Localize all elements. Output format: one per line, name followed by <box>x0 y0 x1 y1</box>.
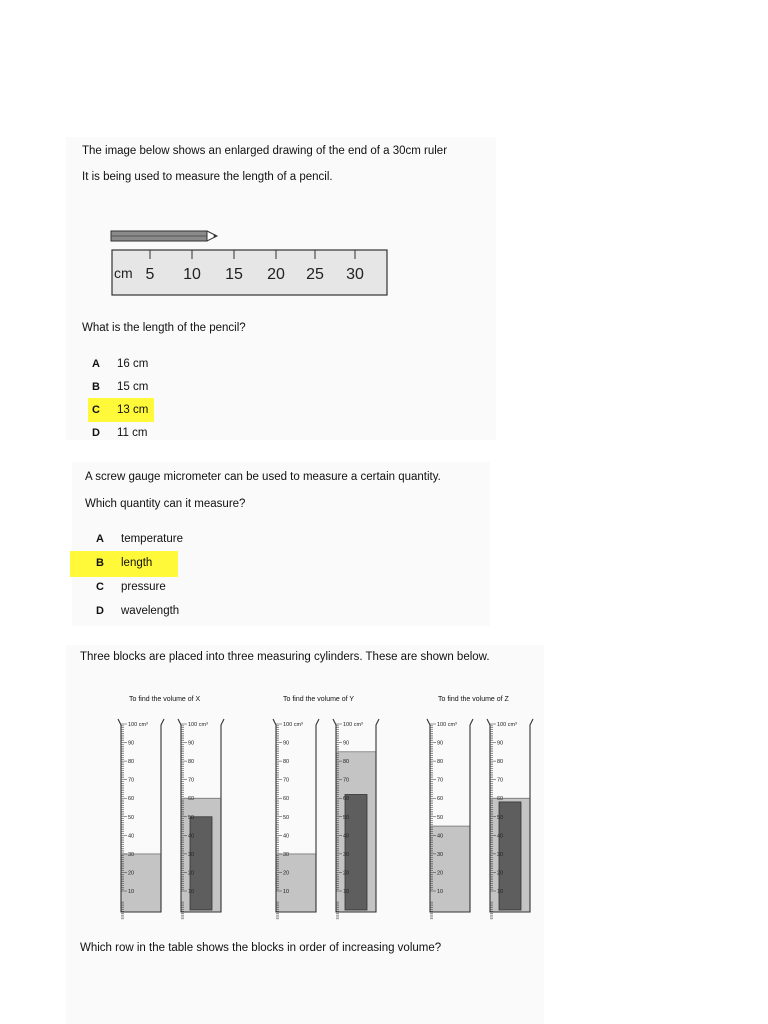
scale-label: 50 <box>283 814 290 821</box>
scale-label: 50 <box>128 814 135 821</box>
scale-label: 10 <box>283 889 290 895</box>
measuring-cylinder <box>273 719 319 920</box>
ruler-number: 5 <box>145 266 155 283</box>
q2-option-d[interactable]: wavelength <box>121 605 180 617</box>
group-title-y: To find the volume of Y <box>283 696 355 703</box>
scale-label: 40 <box>188 833 195 840</box>
q3-intro: Three blocks are placed into three measuring cylinders. These are shown below. <box>80 651 490 663</box>
scale-label: 80 <box>497 759 504 766</box>
scale-label: 20 <box>128 870 135 877</box>
q1-option-b[interactable]: 15 cm <box>117 381 149 393</box>
scale-label: 20 <box>343 870 350 877</box>
scale-label: 60 <box>437 796 444 803</box>
q1-intro-line2: It is being used to measure the length of a pencil. <box>82 171 333 183</box>
scale-label: 70 <box>188 777 195 784</box>
q2-option-c-letter: C <box>96 581 104 593</box>
scale-label: 20 <box>497 870 504 877</box>
q2-option-b[interactable]: length <box>121 557 153 569</box>
ruler-number: 15 <box>225 266 243 283</box>
q1-option-a[interactable]: 16 cm <box>117 358 149 370</box>
q1-option-b-letter: B <box>92 381 100 393</box>
scale-label: 10 <box>437 889 444 895</box>
scale-label: 100 cm³ <box>188 722 208 728</box>
q2-option-b-letter: B <box>96 557 104 569</box>
scale-label: 40 <box>128 833 135 840</box>
measuring-cylinder <box>178 719 224 920</box>
scale-label: 100 cm³ <box>437 722 457 728</box>
scale-label: 100 cm³ <box>128 722 148 728</box>
measuring-cylinders-figure <box>0 705 768 920</box>
scale-label: 60 <box>497 796 504 803</box>
q2-option-a-letter: A <box>96 533 104 545</box>
scale-label: 10 <box>188 889 195 895</box>
q2-option-d-letter: D <box>96 605 104 617</box>
pencil-icon <box>111 231 217 241</box>
ruler-number: 25 <box>306 266 324 283</box>
scale-label: 60 <box>128 796 135 803</box>
scale-label: 50 <box>437 814 444 821</box>
scale-label: 50 <box>497 814 504 821</box>
ruler-number: 10 <box>183 266 201 283</box>
scale-label: 60 <box>283 796 290 803</box>
group-title-x: To find the volume of X <box>129 696 201 703</box>
scale-label: 30 <box>497 851 504 858</box>
scale-label: 100 cm³ <box>497 722 517 728</box>
q2-question: Which quantity can it measure? <box>85 498 246 510</box>
scale-label: 50 <box>188 814 195 821</box>
q1-option-c-letter: C <box>92 404 100 416</box>
q2-option-c[interactable]: pressure <box>121 581 166 593</box>
scale-label: 90 <box>437 740 444 747</box>
scale-label: 20 <box>188 870 195 877</box>
measuring-cylinder <box>427 719 473 920</box>
measuring-cylinder <box>487 719 533 920</box>
ruler-unit-label: cm <box>114 265 133 281</box>
scale-label: 30 <box>437 851 444 858</box>
scale-label: 30 <box>128 851 135 858</box>
scale-label: 40 <box>497 833 504 840</box>
scale-label: 60 <box>343 796 350 803</box>
scale-label: 90 <box>188 740 195 747</box>
scale-label: 80 <box>128 759 135 766</box>
q1-option-d-letter: D <box>92 427 100 439</box>
scale-label: 70 <box>497 777 504 784</box>
scale-label: 10 <box>497 889 504 895</box>
scale-label: 90 <box>497 740 504 747</box>
liquid-fill <box>276 851 316 912</box>
scale-label: 90 <box>283 740 290 747</box>
scale-label: 20 <box>283 870 290 877</box>
q1-option-c[interactable]: 13 cm <box>117 404 149 416</box>
scale-label: 40 <box>283 833 290 840</box>
q1-option-d[interactable]: 11 cm <box>117 427 148 439</box>
measuring-cylinder <box>118 719 164 920</box>
scale-label: 50 <box>343 814 350 821</box>
scale-label: 90 <box>128 740 135 747</box>
scale-label: 70 <box>128 777 135 784</box>
q3-question: Which row in the table shows the blocks in order of increasing volume? <box>80 942 442 954</box>
measuring-cylinder <box>333 719 379 920</box>
q2-intro: A screw gauge micrometer can be used to measure a certain quantity. <box>85 471 441 483</box>
q1-question: What is the length of the pencil? <box>82 322 246 334</box>
group-title-z: To find the volume of Z <box>438 696 509 703</box>
liquid-fill <box>430 826 470 912</box>
scale-label: 20 <box>437 870 444 877</box>
scale-label: 10 <box>343 889 350 895</box>
q1-option-a-letter: A <box>92 358 100 370</box>
scale-label: 30 <box>283 851 290 858</box>
scale-label: 30 <box>343 851 350 858</box>
q2-option-a[interactable]: temperature <box>121 533 184 545</box>
scale-label: 70 <box>343 777 350 784</box>
scale-label: 90 <box>343 740 350 747</box>
ruler-figure <box>105 224 395 300</box>
scale-label: 10 <box>128 889 135 895</box>
scale-label: 80 <box>437 759 444 766</box>
scale-label: 30 <box>188 851 195 858</box>
scale-label: 80 <box>283 759 290 766</box>
scale-label: 60 <box>188 796 195 803</box>
q1-intro-line1: The image below shows an enlarged drawing of the end of a 30cm ruler <box>82 145 448 157</box>
scale-label: 100 cm³ <box>283 722 303 728</box>
scale-label: 70 <box>437 777 444 784</box>
scale-label: 40 <box>343 833 350 840</box>
liquid-fill <box>121 851 161 912</box>
scale-label: 40 <box>437 833 444 840</box>
scale-label: 80 <box>343 759 350 766</box>
scale-label: 70 <box>283 777 290 784</box>
ruler-number: 20 <box>267 266 285 283</box>
ruler-number: 30 <box>346 266 364 283</box>
scale-label: 100 cm³ <box>343 722 363 728</box>
scale-label: 80 <box>188 759 195 766</box>
